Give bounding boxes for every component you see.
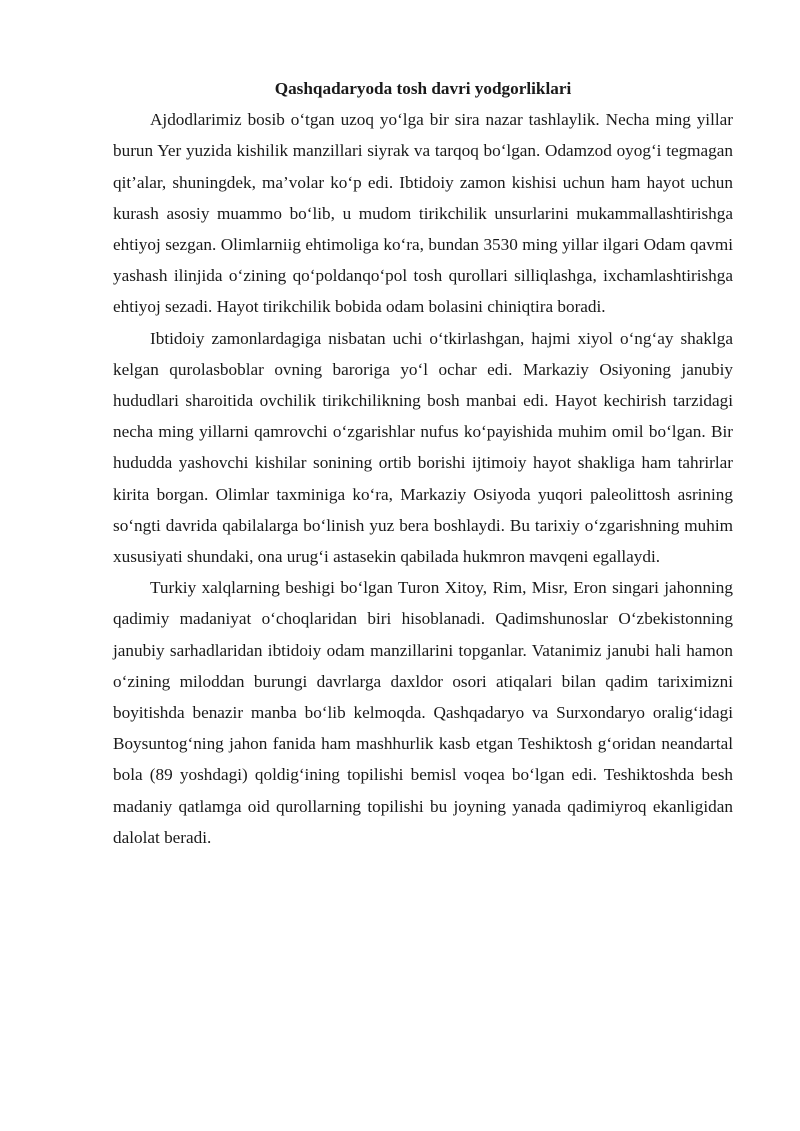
document-title: Qashqadaryoda tosh davri yodgorliklari [274, 79, 572, 98]
paragraph-3: Turkiy xalqlarning beshigi bo‘lgan Turon Xitoy, Rim, Misr, Eron singari jahonning qadimiy madaniyat o‘choqlaridan biri hisoblanadi. Qadimshunoslar O‘zbekistonning janubiy sarhadlaridan ibtidoiy odam manzillarini topganlar. Vatanimiz janubi hali hamon o‘zining miloddan burungi davrlarga daxldor osori atiqalari bilan qadim tariximizni boyitishda benazir manba bo‘lib kelmoqda. Qashqadaryo va Surxondaryo oralig‘idagi Boysuntog‘ning jahon fanida ham mashhurlik kasb etgan Teshiktosh g‘oridan neandartal bola (89 yoshdagi) qoldig‘ining topilishi bemisl voqea bo‘lgan edi. Teshiktoshda besh madaniy qatlamga oid qurollarning topilishi bu joyning yanada qadimiyroq ekanligidan dalolat beradi. [113, 578, 733, 847]
document-body [113, 73, 733, 853]
paragraph-1: Ajdodlarimiz bosib o‘tgan uzoq yo‘lga bir sira nazar tashlaylik. Necha ming yillar burun Yer yuzida kishilik manzillari siyrak va tarqoq bo‘lgan. Odamzod oyog‘i tegmagan qit’alar, shuningdek, ma’volar ko‘p edi. Ibtidoiy zamon kishisi uchun ham hayot uchun kurash asosiy muammo bo‘lib, u mudom tirikchilik unsurlarini mukammallashtirishga ehtiyoj sezgan. Olimlarniig ehtimoliga ko‘ra, bundan 3530 ming yillar ilgari Odam qavmi yashash ilinjida o‘zining qo‘poldanqo‘pol tosh qurollari silliqlashga, ixchamlashtirishga ehtiyoj sezadi. Hayot tirikchilik bobida odam bolasini chiniqtira boradi. [113, 110, 733, 317]
paragraph-2: Ibtidoiy zamonlardagiga nisbatan uchi o‘tkirlashgan, hajmi xiyol o‘ng‘ay shaklga kelgan qurolasboblar ovning baroriga yo‘l ochar edi. Markaziy Osiyoning janubiy hududlari sharoitida ovchilik tirikchilikning bosh manbai edi. Hayot kechirish tarzidagi necha ming yillarni qamrovchi o‘zgarishlar nufus ko‘payishida muhim omil bo‘lgan. Bir hududda yashovchi kishilar sonining ortib borishi ijtimoiy hayot shakliga ham tahrirlar kirita borgan. Olimlar taxminiga ko‘ra, Markaziy Osiyoda yuqori paleolittosh asrining so‘ngti davrida qabilalarga bo‘linish yuz bera boshlaydi. Bu tarixiy o‘zgarishning muhim xususiyati shundaki, ona urug‘i astasekin qabilada hukmron mavqeni egallaydi. [113, 328, 733, 567]
